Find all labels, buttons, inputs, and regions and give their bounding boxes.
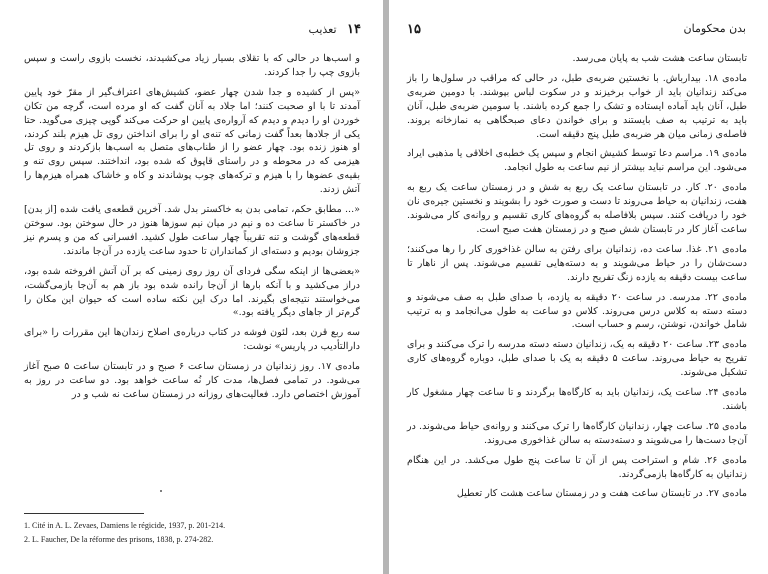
paragraph: ماده‌ی ۲۲. مدرسه. در ساعت ۲۰ دقیقه به یازده، با صدای طبل به صف می‌شوند و دسته دسته به کلاس درس می‌روند. کلاس دو ساعت به طول می‌انجامد و به ترتیب شامل خواندن، نوشتن، رسم و حساب است. [407, 291, 747, 331]
running-title: تعذیب [308, 23, 337, 36]
paragraph: «... مطابق حکم، تمامی بدن به خاکستر بدل شد. آخرین قطعه‌ی یافت شده [از بدن] در خاکستر تا ساعت ده و نیم در میان نیم سوزها هنوز در حال سوختن بود. سوختن قطعه‌های گوشت و تنه تقریباً چهار ساعت طول کشید. افسرانی که من و پسرم نیز جزوشان بودیم و دسته‌ای از کمانداران تا حدود ساعت یازده در آن‌جا ماندند. [24, 204, 360, 257]
paragraph: ماده‌ی ۲۱. غذا. ساعت ده، زندانیان برای رفتن به سالن غذاخوری کار را رها می‌کنند؛ دست‌شان را در حیاط می‌شویند و به دسته‌هایی تقسیم می‌شوند. پس از ناهار تا ساعت بیست دقیقه به یازده زنگ تفریح دارند. [407, 243, 747, 283]
footnote: 1. Cité in A. L. Zevaes, Damiens le régicide, 1937, p. 201-214. [24, 521, 226, 530]
left-page-body [24, 52, 360, 402]
right-page-number-header [407, 22, 421, 37]
paragraph: ماده‌ی ۲۰. کار. در تابستان ساعت یک ربع به شش و در زمستان ساعت یک ربع به هفت، زندانیان به حیاط می‌روند تا دست و صورت خود را بشویند و نخستین جیره‌ی نان خود را دریافت کنند. سپس بلافاصله به گروه‌های کاری تقسیم و روانه‌ی کار می‌شوند. ساعت آغاز کار در تابستان شش صبح و در زمستان هفت صبح است. [407, 182, 747, 235]
page-number: ۱۵ [407, 22, 421, 37]
left-book-page [0, 0, 383, 574]
right-page-header [684, 22, 746, 35]
paragraph: ماده‌ی ۱۹. مراسم دعا توسط کشیش انجام و سپس یک خطبه‌ی اخلاقی یا مذهبی ایراد می‌شود. این مراسم نباید بیشتر از نیم ساعت به طول انجامد. [407, 148, 748, 174]
left-page-header [309, 22, 361, 37]
paragraph: ماده‌ی ۲۶. شام و استراحت پس از آن تا ساعت پنج طول می‌کشد. در این هنگام زندانیان به کارگاه‌ها بازمی‌گردند. [407, 454, 747, 480]
paragraph: «بعضی‌ها از اینکه سگی فردای آن روز روی زمینی که بر آن آتش افروخته شده بود، دراز می‌کشید و با آنکه بارها از آن‌جا رانده شده بود باز هم به آن‌جا بازمی‌گشت، می‌خواستند نتیجه‌ای بگیرند. اما درک این نکته ساده است که حیوان این مکان را گرم‌تر از جاهای دیگر یافته بود.» [24, 265, 360, 319]
paragraph: و اسب‌ها در حالی که با تقلای بسیار زیاد می‌کشیدند، نخست بازوی راست و سپس بازوی چپ را جدا کردند. [24, 53, 360, 78]
stray-mark [160, 490, 162, 492]
paragraph: «پس از کشیده و جدا شدن چهار عضو، کشیش‌های اعتراف‌گیر از مقرّ خود پایین آمدند تا با او صحبت کنند؛ اما جلاد به آنان گفت که او مرده است، گرچه من تکان خوردن او را دیدم و دیدم که آرواره‌ی پایین او حرکت می‌کند گویی چیزی می‌گوید. حتا یکی از جلادها بعداً گفت زمانی که تنه‌ی او را برای انداختن روی تل هیزم بلند کردند، او هنوز زنده بود. چهار عضو را از طناب‌های متصل به اسب‌ها بازکردند و روی تل هیزمی که در محوطه و در راستای قاپوق که شده بود، انداختند. سپس روی تنه و بقیه‌ی عضوها را با هیزم و ترکه‌های چوب پوشاندند و کاه و خاشاک همراه هیزم‌ها را آتش زدند. [24, 86, 360, 196]
paragraph: ماده‌ی ۲۴. ساعت یک، زندانیان باید به کارگاه‌ها برگردند و تا ساعت چهار مشغول کار باشند. [407, 387, 747, 412]
paragraph: ماده‌ی ۲۳. ساعت ۲۰ دقیقه به یک، زندانیان دسته دسته مدرسه را ترک می‌کنند و برای تفریح به حیاط می‌روند. ساعت ۵ دقیقه به یک با صدای طبل، دوباره گروه‌های کاری تشکیل می‌شوند. [407, 339, 748, 379]
footnote: 2. L. Faucher, De la réforme des prisons, 1838, p. 274-282. [24, 535, 214, 544]
running-title: بدن محکومان [683, 22, 746, 35]
paragraph: ماده‌ی ۱۸. بیدارباش. با نخستین ضربه‌ی طبل، در حالی که مراقب در سلول‌ها را باز می‌کند زندانیان باید از خواب برخیزند و در سکوت لباس بپوشند. با دومین ضربه‌ی طبل، آنان باید آماده ایستاده و تشک را جمع کرده باشند. با سومین ضربه‌ی طبل، آنان باید به ترتیب به صف بایستند و برای خواندن دعای صبحگاهی به نمازخانه بروند. فاصله‌ی زمانی میان هر ضربه‌ی طبل پنج دقیقه است. [407, 72, 747, 140]
paragraph: ماده‌ی ۲۵. ساعت چهار، زندانیان کارگاه‌ها را ترک می‌کنند و روانه‌ی حیاط می‌شوند. در آن‌جا دست‌ها را می‌شویند و دسته‌دسته به سالن غذاخوری می‌روند. [407, 420, 748, 446]
right-page-body [407, 52, 747, 501]
paragraph: سه ربع قرن بعد، لئون فوشه در کتاب درباره‌ی اصلاح زندان‌ها این مقررات را «برای دارالتأدیب در پاریس» نوشت: [24, 327, 360, 353]
paragraph: ماده‌ی ۱۷. روز زندانیان در زمستان ساعت ۶ صبح و در تابستان ساعت ۵ صبح آغاز می‌شود. در تمامی فصل‌ها، مدت کار نُه ساعت خواهد بود. دو ساعت در روز به آموزش اختصاص دارد. فعالیت‌های روزانه در زمستان ساعت نه شب و در [24, 361, 361, 400]
paragraph: تابستان ساعت هشت شب به پایان می‌رسد. [572, 53, 747, 64]
right-book-page [389, 0, 768, 574]
paragraph: ماده‌ی ۲۷. در تابستان ساعت هفت و در زمستان ساعت هشت کار تعطیل [456, 488, 747, 500]
page-number: ۱۴ [347, 22, 361, 37]
footnote-rule [24, 513, 144, 514]
